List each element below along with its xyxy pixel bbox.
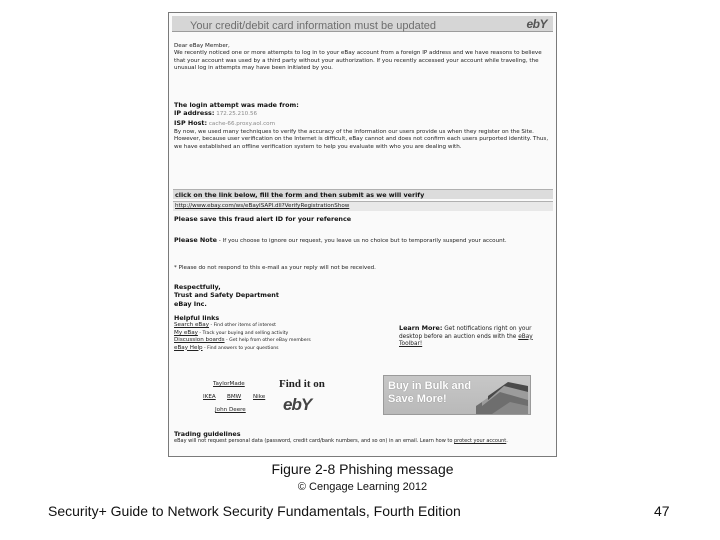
ip-line	[174, 109, 552, 118]
note-text: - If you choose to ignore our request, you leave us no choice but to temporarily suspend your account.	[217, 238, 507, 244]
find-it-on-ebay-ad[interactable]	[279, 377, 339, 423]
brand-link[interactable]: TaylorMade	[213, 381, 245, 387]
brand-link[interactable]: Nike	[253, 394, 266, 400]
slide-footer-title: Security+ Guide to Network Security Fundamentals, Fourth Edition	[48, 503, 461, 519]
brand-link[interactable]: John Deere	[215, 407, 246, 413]
buy-in-bulk-text: Buy in Bulk and Save More!	[388, 380, 472, 405]
brand-link[interactable]: BMW	[227, 394, 242, 400]
learn-more-text: Get notifications right on your desktop before an auction ends with the	[399, 326, 532, 340]
ebay-logo: ebY	[526, 17, 547, 31]
email-header-title: Your credit/debit card information must be updated	[190, 20, 437, 32]
brand-link[interactable]: IKEA	[203, 394, 216, 400]
login-details-block	[174, 101, 552, 128]
email-header-bar	[172, 16, 553, 32]
login-heading: The login attempt was made from:	[174, 101, 299, 109]
please-note-block	[174, 236, 552, 245]
intro-paragraph: We recently noticed one or more attempts to log in to your eBay account from a foreign IP address and we have reasons to believe that your account was used by a third party without your authorization. If you recently accessed your account while traveling, the unusual log in attempts may have been initiated by you.	[174, 50, 542, 72]
phishing-link-bar	[173, 201, 553, 211]
figure-credit: © Cengage Learning 2012	[297, 481, 428, 493]
slide-page-number: 47	[654, 503, 670, 519]
signoff: Respectfully,	[174, 283, 221, 291]
ip-label: IP address:	[174, 109, 215, 118]
trading-end: .	[506, 438, 508, 445]
signoff-dept: Trust and Safety Department	[174, 291, 279, 300]
phishing-email-screenshot	[168, 12, 557, 457]
isp-value: cache-66.proxy.aol.com	[208, 120, 276, 127]
helpful-link-desc: - Track your buying and selling activity	[197, 330, 289, 336]
helpful-link-row	[174, 337, 394, 344]
ebay-help-link[interactable]: eBay Help	[174, 344, 203, 351]
brand-links	[195, 381, 275, 423]
ebay-logo: ebY	[283, 394, 312, 414]
signoff-block	[174, 283, 552, 308]
helpful-link-desc: - Get help from other eBay members	[224, 338, 311, 344]
trading-heading: Trading guidelines	[174, 430, 241, 438]
find-it-on-text: Find it on	[279, 378, 325, 390]
no-reply-note: * Please do not respond to this e-mail as your reply will not be received.	[174, 265, 376, 271]
signoff-company: eBay Inc.	[174, 299, 207, 308]
helpful-link-row	[174, 322, 394, 329]
greeting: Dear eBay Member,	[174, 43, 230, 49]
protect-account-link[interactable]: protect your account	[454, 438, 507, 445]
buy-in-bulk-ad[interactable]	[383, 375, 531, 415]
helpful-link-desc: - Find other items of interest	[209, 323, 276, 329]
my-ebay-link[interactable]: My eBay	[174, 329, 198, 336]
fraud-id-note: Please save this fraud alert ID for your reference	[174, 215, 352, 223]
learn-more-label: Learn More:	[399, 324, 443, 332]
click-instruction-bar	[173, 189, 553, 199]
isp-line	[174, 119, 552, 128]
ebay-toolbar-link[interactable]: eBay Toolbar!	[399, 333, 533, 348]
helpful-link-desc: - Find answers to your questions	[202, 345, 279, 351]
isp-label: ISP Host:	[174, 118, 208, 127]
trading-line	[174, 438, 552, 445]
discussion-boards-link[interactable]: Discussion boards	[174, 337, 225, 344]
search-ebay-link[interactable]: Search eBay	[174, 322, 210, 329]
verification-paragraph: By now, we used many techniques to verify the accuracy of the information our users provide us when they register on the Site. However, because user verification on the Internet is difficult, eBay cannot and does not confirm each users purported identity. Thus, we have established an offline verification system to help you evaluate with who you are dealing with.	[174, 129, 549, 150]
figure-caption: Figure 2-8 Phishing message	[271, 461, 454, 477]
helpful-link-row	[174, 330, 394, 337]
helpful-link-row	[174, 345, 394, 352]
helpful-heading: Helpful links	[174, 314, 220, 322]
helpful-links-block	[174, 314, 394, 352]
note-label: Please Note	[174, 236, 218, 244]
email-intro-block	[174, 43, 552, 73]
click-instruction: click on the link below, fill the form and then submit as we will verify	[175, 191, 425, 199]
trading-text: eBay will not request personal data (password, credit card/bank numbers, and so on) in an email. Learn how to	[174, 438, 454, 445]
folded-clothes-icon	[470, 376, 530, 415]
ip-value: 172.25.210.56	[216, 111, 258, 118]
phishing-link[interactable]: http://www.ebay.com/ws/eBayISAPI.dll?VerifyRegistrationShow	[175, 203, 350, 209]
trading-guidelines-block	[174, 430, 552, 445]
learn-more-block	[399, 324, 549, 349]
